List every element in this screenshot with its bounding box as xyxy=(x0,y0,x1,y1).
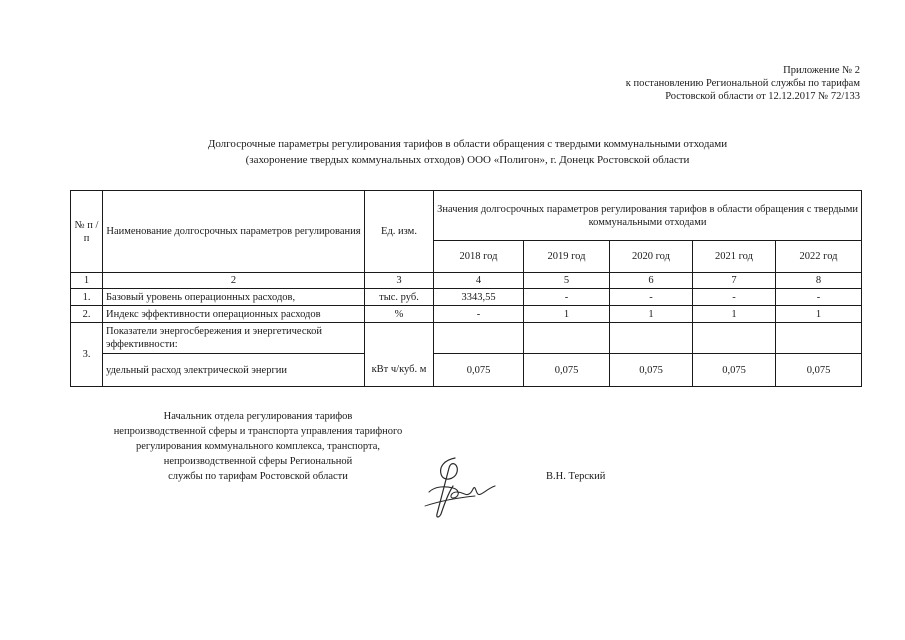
position-line: Начальник отдела регулирования тарифов xyxy=(163,411,353,422)
row-value: - xyxy=(610,289,693,306)
header-year: 2018 год xyxy=(434,241,524,273)
row-value: 0,075 xyxy=(610,354,693,387)
header-year: 2022 год xyxy=(776,241,862,273)
column-number-row xyxy=(71,273,862,289)
appendix-reference xyxy=(626,64,860,103)
handwritten-signature xyxy=(415,452,505,522)
header-values-group: Значения долгосрочных параметров регулирования тарифов в области обращения с твердыми коммунальными отходами xyxy=(434,191,862,241)
row-value: - xyxy=(524,289,610,306)
row-value: 3343,55 xyxy=(434,289,524,306)
appendix-decree-date: Ростовской области от 12.12.2017 № 72/133 xyxy=(665,91,860,102)
row-sub-name: удельный расход электрической энергии xyxy=(103,354,365,387)
row-value: 0,075 xyxy=(693,354,776,387)
row-value: 1 xyxy=(610,306,693,323)
header-year: 2020 год xyxy=(610,241,693,273)
position-line: регулирования коммунального комплекса, транспорта, xyxy=(135,441,381,452)
row-unit: кВт ч/куб. м xyxy=(365,354,434,387)
title-line-1: Долгосрочные параметры регулирования тарифов в области обращения с твердыми коммунальными отходами xyxy=(207,138,728,150)
header-unit: Ед. изм. xyxy=(365,191,434,273)
position-line: непроизводственной сферы и транспорта управления тарифного xyxy=(113,426,403,437)
row-name: Показатели энергосбережения и энергетической эффективности: xyxy=(103,323,365,354)
row-value: - xyxy=(776,289,862,306)
table-row xyxy=(71,354,862,387)
col-number: 4 xyxy=(434,273,524,289)
col-number: 6 xyxy=(610,273,693,289)
row-unit: тыс. руб. xyxy=(365,289,434,306)
signer-name: В.Н. Терский xyxy=(546,471,606,482)
row-num: 1. xyxy=(71,289,103,306)
row-value: - xyxy=(434,306,524,323)
col-number: 8 xyxy=(776,273,862,289)
document-title xyxy=(0,136,905,168)
row-num: 2. xyxy=(71,306,103,323)
row-value: 0,075 xyxy=(524,354,610,387)
table-row xyxy=(71,306,862,323)
appendix-decree: к постановлению Региональной службы по тарифам xyxy=(625,78,860,89)
row-num: 3. xyxy=(71,323,103,387)
row-value: 1 xyxy=(776,306,862,323)
col-number: 1 xyxy=(71,273,103,289)
header-year: 2019 год xyxy=(524,241,610,273)
col-number: 3 xyxy=(365,273,434,289)
signatory-position xyxy=(88,409,428,484)
position-line: непроизводственной сферы Региональной xyxy=(163,456,353,467)
row-value: 1 xyxy=(524,306,610,323)
row-unit: % xyxy=(365,306,434,323)
col-number: 2 xyxy=(103,273,365,289)
row-value: 0,075 xyxy=(776,354,862,387)
row-value: 1 xyxy=(693,306,776,323)
col-number: 7 xyxy=(693,273,776,289)
table-row xyxy=(71,289,862,306)
position-line: службы по тарифам Ростовской области xyxy=(168,471,348,482)
appendix-number: Приложение № 2 xyxy=(783,65,860,76)
table-row xyxy=(71,323,862,354)
header-year: 2021 год xyxy=(693,241,776,273)
parameters-table xyxy=(70,190,862,387)
row-name: Индекс эффективности операционных расходов xyxy=(103,306,365,323)
row-name: Базовый уровень операционных расходов, xyxy=(103,289,365,306)
col-number: 5 xyxy=(524,273,610,289)
header-num: № п /п xyxy=(71,191,103,273)
row-value: - xyxy=(693,289,776,306)
title-line-2: (захоронение твердых коммунальных отходов) ООО «Полигон», г. Донецк Ростовской области xyxy=(245,154,690,166)
header-name: Наименование долгосрочных параметров регулирования xyxy=(103,191,365,273)
row-value: 0,075 xyxy=(434,354,524,387)
